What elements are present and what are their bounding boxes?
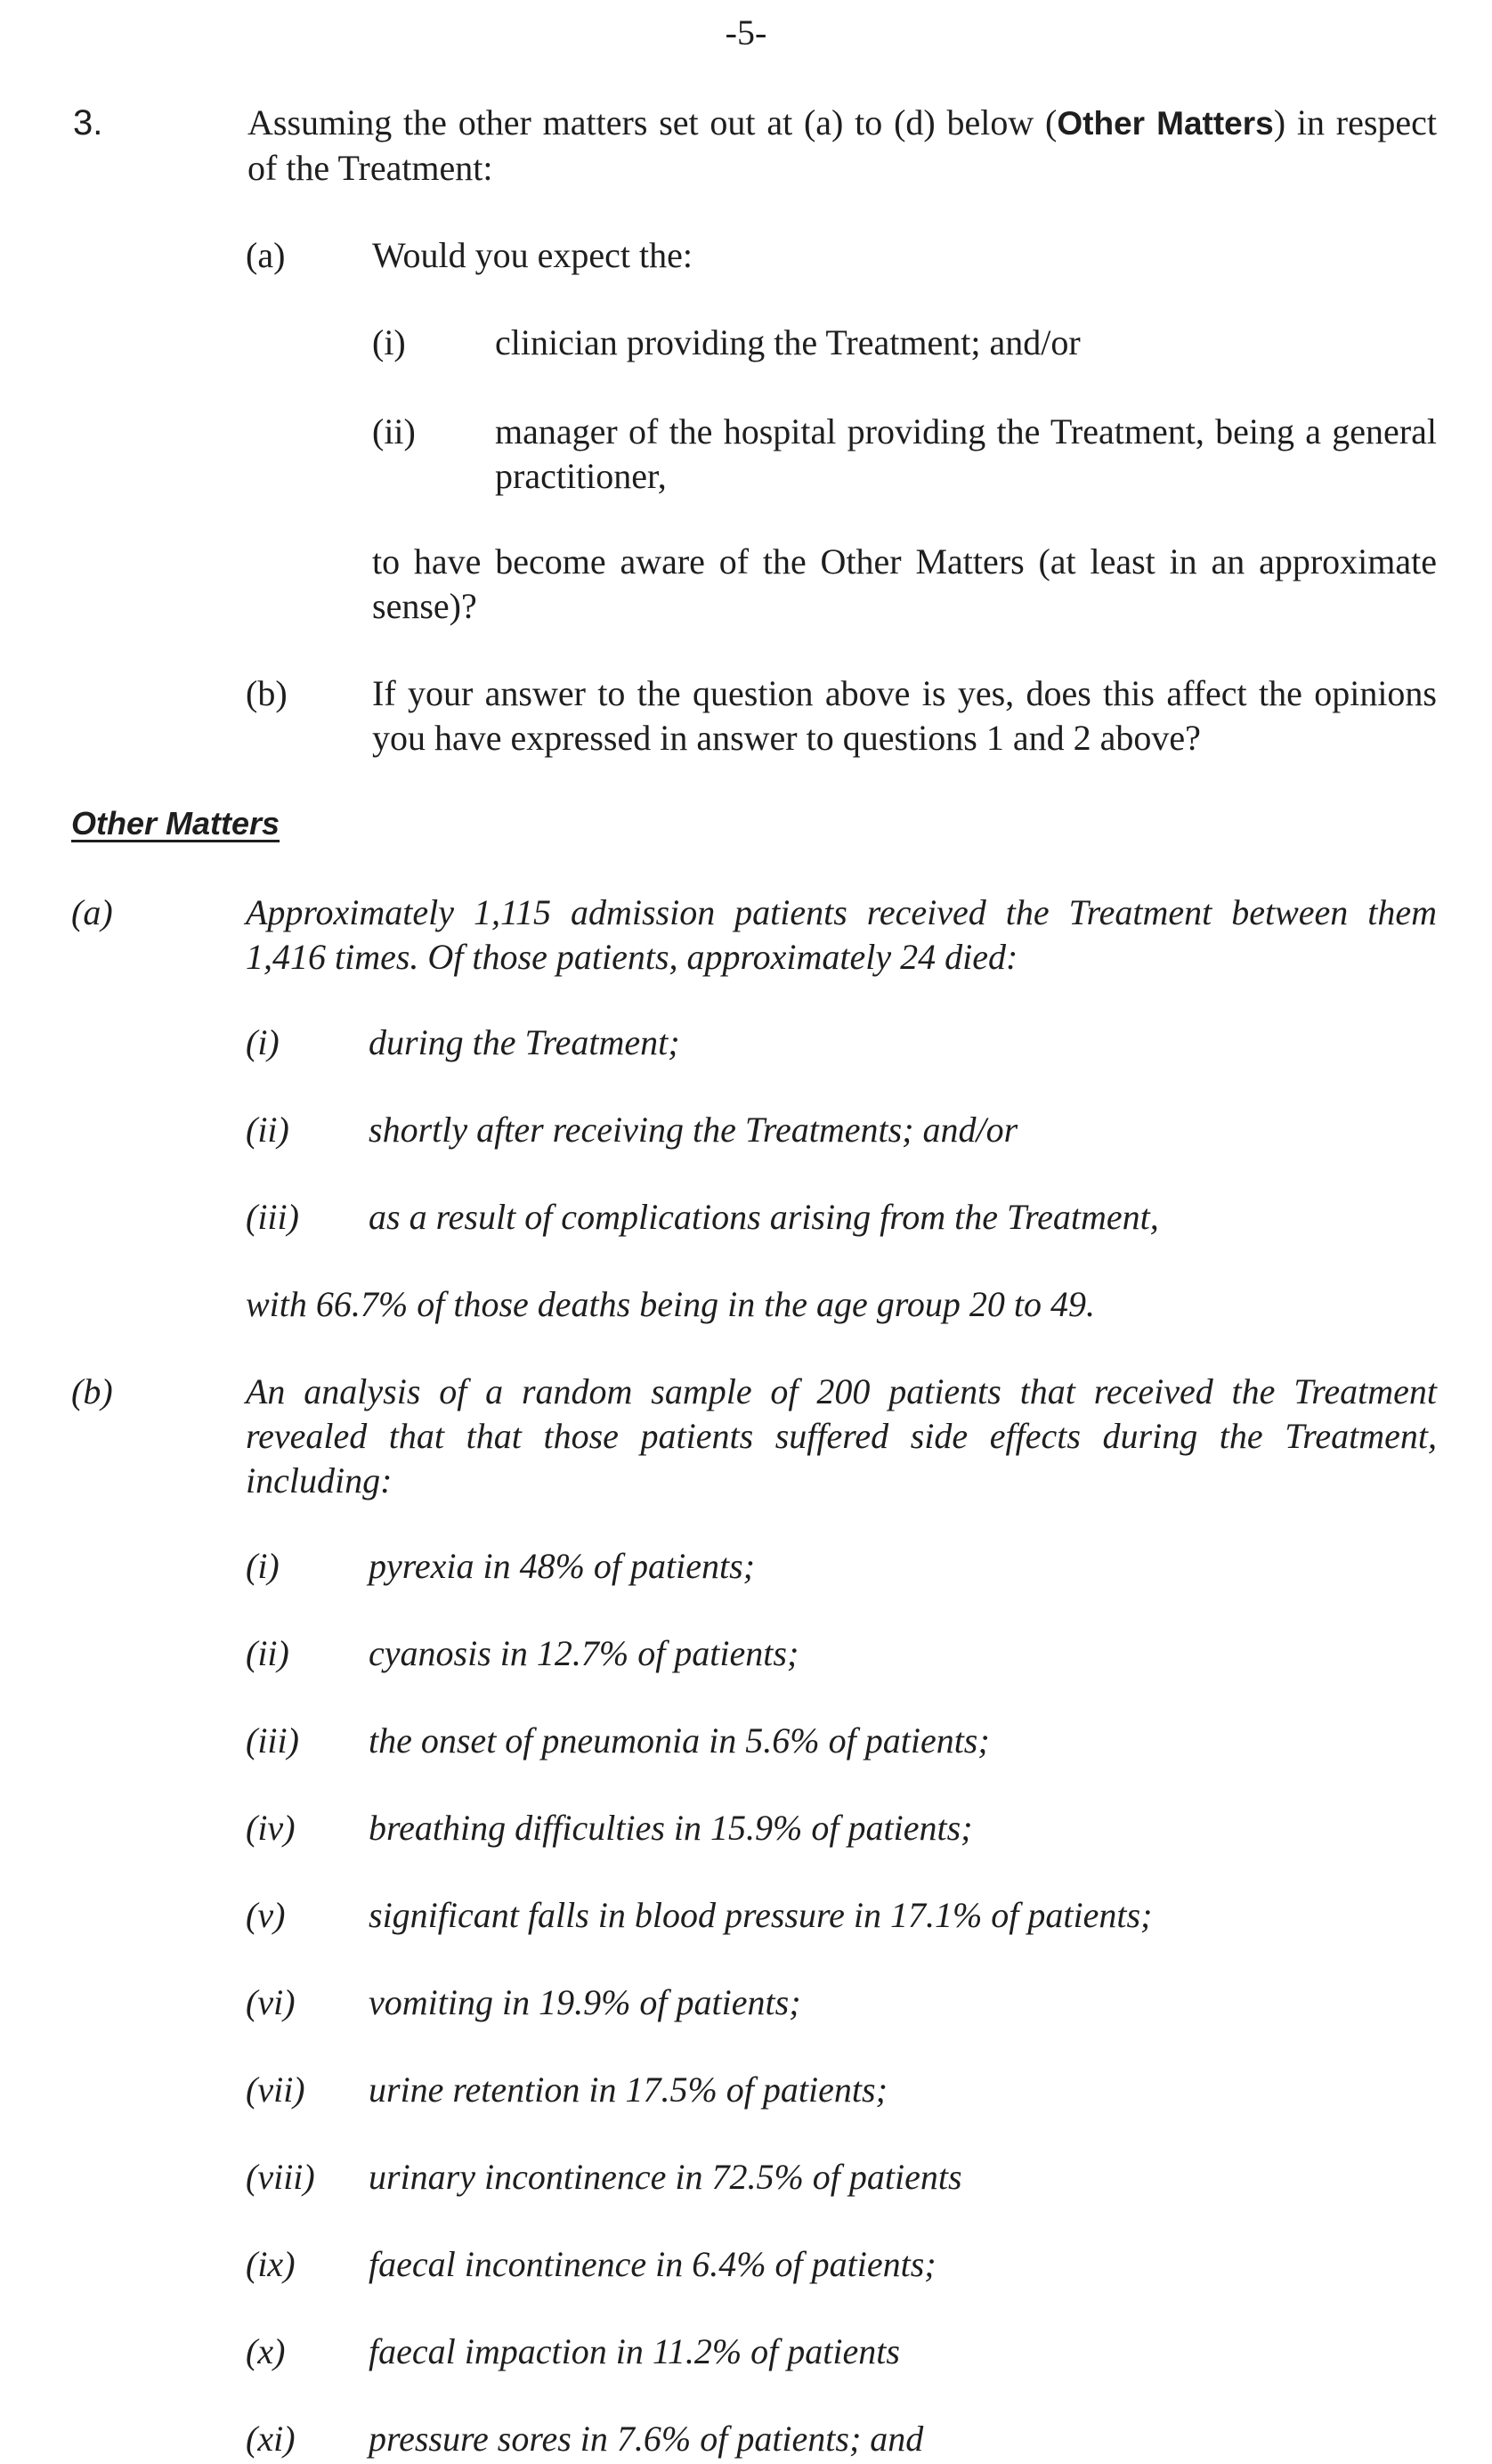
matter-a-item-text: as a result of complications arising from the Treatment, xyxy=(369,1197,1159,1237)
matter-b-item-text: faecal incontinence in 6.4% of patients; xyxy=(369,2244,937,2284)
matter-b-item-label: (v) xyxy=(246,1895,286,1935)
question-intro-text: Assuming the other matters set out at (a) to (d) below ( xyxy=(247,102,1058,142)
matter-a-label: (a) xyxy=(71,892,113,932)
matter-b-item-label: (iv) xyxy=(246,1808,296,1848)
question-a-follow: to have become aware of the Other Matters (at least in an approximate sense)? xyxy=(372,541,1437,626)
matter-b-item-label: (ii) xyxy=(246,1633,289,1673)
matter-b-item-label: (i) xyxy=(246,1546,280,1586)
question-b-text: If your answer to the question above is yes, does this affect the opinions you have expressed in answer to questions 1 and 2 above? xyxy=(372,673,1437,758)
matter-b-item-label: (xi) xyxy=(246,2419,296,2459)
matter-b-item-text: the onset of pneumonia in 5.6% of patients; xyxy=(369,1720,990,1761)
matter-b-item-text: faecal impaction in 11.2% of patients xyxy=(369,2331,900,2371)
matter-b-item-label: (vi) xyxy=(246,1982,296,2022)
matter-a-follow: with 66.7% of those deaths being in the age group 20 to 49. xyxy=(246,1284,1096,1324)
matter-b-text: An analysis of a random sample of 200 patients that received the Treatment revealed that that those patients suffered side effects during the Treatment, including: xyxy=(246,1371,1437,1500)
matter-a-item-label: (ii) xyxy=(246,1110,289,1150)
matter-a-item-label: (i) xyxy=(246,1022,280,1062)
matter-b-item-text: breathing difficulties in 15.9% of patients; xyxy=(369,1808,973,1848)
matter-b-item-text: urine retention in 17.5% of patients; xyxy=(369,2070,888,2110)
question-a-text: Would you expect the: xyxy=(372,235,693,275)
question-a-item-label: (ii) xyxy=(372,411,416,451)
matter-b-item-label: (ix) xyxy=(246,2244,296,2284)
matter-b-item-text: cyanosis in 12.7% of patients; xyxy=(369,1633,799,1673)
matter-a-item-label: (iii) xyxy=(246,1197,299,1237)
question-a-item-text: manager of the hospital providing the Treatment, being a general practitioner, xyxy=(495,411,1437,496)
question-b-label: (b) xyxy=(246,673,288,713)
question-intro-text-end: ) in respect of the Treatment: xyxy=(247,102,1438,188)
question-a-label: (a) xyxy=(246,235,286,275)
other-matters-heading: Other Matters xyxy=(71,805,280,842)
matter-b-item-text: pyrexia in 48% of patients; xyxy=(369,1546,755,1586)
question-a-item-label: (i) xyxy=(372,322,406,362)
matter-b-item-label: (x) xyxy=(246,2331,286,2371)
matter-a-item-text: during the Treatment; xyxy=(369,1022,680,1062)
other-matters-term: Other Matters xyxy=(1057,105,1274,142)
matter-b-label: (b) xyxy=(71,1371,113,1411)
matter-b-item-text: pressure sores in 7.6% of patients; and xyxy=(369,2419,924,2459)
matter-b-item-label: (iii) xyxy=(246,1720,299,1761)
matter-a-text: Approximately 1,115 admission patients received the Treatment between them 1,416 times. Of those patients, approximately 24 died: xyxy=(246,892,1437,977)
page-number: -5- xyxy=(725,12,767,53)
question-number: 3. xyxy=(73,103,103,142)
matter-b-item-text: significant falls in blood pressure in 17.1% of patients; xyxy=(369,1895,1153,1935)
matter-b-item-text: urinary incontinence in 72.5% of patients xyxy=(369,2157,962,2197)
matter-b-item-label: (vii) xyxy=(246,2070,305,2110)
matter-a-item-text: shortly after receiving the Treatments; and/or xyxy=(369,1110,1018,1150)
matter-b-item-label: (viii) xyxy=(246,2157,315,2197)
matter-b-item-text: vomiting in 19.9% of patients; xyxy=(369,1982,801,2022)
question-a-item-text: clinician providing the Treatment; and/or xyxy=(495,322,1081,362)
question-intro xyxy=(247,101,1437,191)
